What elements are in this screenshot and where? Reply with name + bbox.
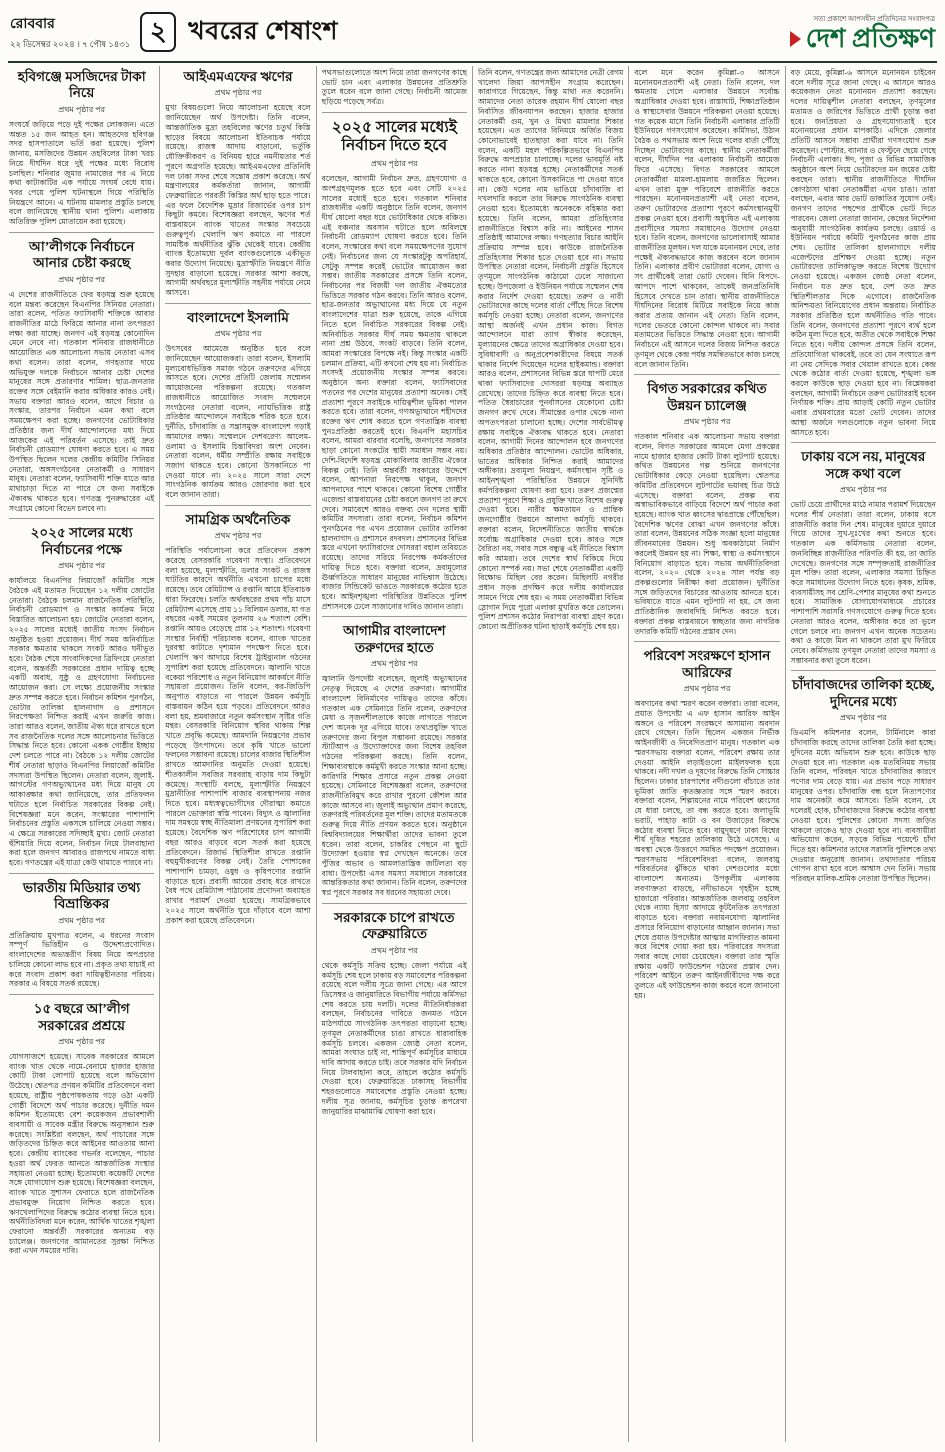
article <box>9 873 154 989</box>
article-body: জ্বালানি উপদেষ্টা বলেছেন, জুলাই অভ্যুত্থানের নেতৃত্ব দিয়েছে এ দেশের তরুণরা। আগামীর বাংলাদেশ বিনির্মাণের দায়িত্বও তাদের কাঁধে। গতকাল এক সেমিনারে তিনি বলেন, তরুণদের মেধা ও সৃজনশীলতাকে কাজে লাগাতে পারলে দেশ অনেক দূর এগিয়ে যাবে। তথ্যপ্রযুক্তি খাতে তরুণদের জন্য বিপুল সম্ভাবনা রয়েছে। সরকার স্টার্টআপ ও উদ্যোক্তাদের জন্য বিশেষ তহবিল গঠনের পরিকল্পনা করছে। তিনি বলেন, শিক্ষাব্যবস্থাকে কর্মমুখী করতে সংস্কার আনা হচ্ছে। কারিগরি শিক্ষার প্রসারে নতুন প্রকল্প নেওয়া হয়েছে। সেমিনারে বিশেষজ্ঞরা বলেন, তরুণদের রাজনীতিবিমুখ করে রাখার পুরনো কৌশল আর কাজে আসবে না। জুলাই অভ্যুত্থান প্রমাণ করেছে, তরুণরাই পরিবর্তনের মূল শক্তি। তাদের মতামতকে গুরুত্ব দিয়ে নীতি প্রণয়ন করতে হবে। অনুষ্ঠানে বিশ্ববিদ্যালয়ের শিক্ষার্থীরা তাদের ভাবনা তুলে ধরেন। তারা বলেন, চাকরির পেছনে না ছুটে উদ্যোক্তা হওয়ার স্বপ্ন দেখছেন অনেকে। তবে পুঁজির অভাব ও আমলাতান্ত্রিক জটিলতা বড় বাধা। উপদেষ্টা এসব সমস্যা সমাধানে সরকারের আন্তরিকতার কথা জানান। তিনি বলেন, তরুণদের স্বপ্ন পূরণে সরকার সব ধরনের সহায়তা দেবে। <box>321 674 467 898</box>
article-body: প্রতিক্রিয়ায় মুখপাত্র বলেন, এ ধরনের সংবাদ সম্পূর্ণ ভিত্তিহীন ও উদ্দেশ্যপ্রণোদিত। বাংলাদেশের অভ্যন্তরীণ বিষয় নিয়ে অপপ্রচার চালিয়ে কোনো লাভ হবে না। প্রকৃত তথ্য যাচাই না করে সংবাদ প্রকাশ করা দায়িত্বহীনতার পরিচয়। সরকার এ বিষয়ে সতর্ক রয়েছে। <box>9 930 155 989</box>
article-headline: পরিবেশ সংরক্ষণে হাসান আরিফের <box>643 648 771 680</box>
paper-logo-icon <box>790 31 801 47</box>
column-1 <box>8 66 160 1442</box>
weekday-label: রোববার <box>10 17 55 32</box>
article-body: সংঘর্ষে জড়িয়ে পড়ে দুই পক্ষের লোকজন। এতে অন্তত ১৫ জন আহত হন। আহতদের হবিগঞ্জ সদর হাসপাতালে ভর্তি করা হয়েছে। পুলিশ জানায়, মসজিদের উন্নয়ন তহবিলের টাকা খরচ নিয়ে দীর্ঘদিন ধরে দুই পক্ষের মধ্যে বিরোধ চলছিল। শনিবার জুমার নামাজের পর এ নিয়ে কথা কাটাকাটির এক পর্যায়ে সংঘর্ষ বেধে যায়। খবর পেয়ে পুলিশ ঘটনাস্থলে গিয়ে পরিস্থিতি নিয়ন্ত্রণে আনে। এ ঘটনায় মামলার প্রস্তুতি চলছে বলে জানিয়েছে স্থানীয় থানা পুলিশ। এলাকায় অতিরিক্ত পুলিশ মোতায়েন করা হয়েছে। <box>9 119 155 227</box>
column-4 <box>473 66 629 1442</box>
continued-from-label: প্রথম পৃষ্ঠার পর <box>839 713 887 723</box>
date-block <box>10 12 130 52</box>
column-2 <box>160 66 316 1442</box>
article-body: বলে মনে করেন কুমিল্লা-৩ আসনে মনোনয়নপ্রত্যাশী এই নেতা। তিনি বলেন, দল ক্ষমতায় গেলে এলাকার উন্নয়নে সর্বোচ্চ অগ্রাধিকার দেওয়া হবে। রাস্তাঘাট, শিক্ষাপ্রতিষ্ঠান ও স্বাস্থ্যসেবার উন্নয়নে পরিকল্পনা নেওয়া হয়েছে। গত কয়েক মাসে তিনি নির্বাচনী এলাকার প্রতিটি ইউনিয়নে গণসংযোগ করেছেন। কর্মিসভা, উঠান বৈঠক ও পথসভায় অংশ নিয়ে দলের বার্তা পৌঁছে দিচ্ছেন ভোটারদের কাছে। স্থানীয় নেতাকর্মীরা বলেন, দীর্ঘদিন পর এলাকায় নির্বাচনী আমেজ ফিরে এসেছে। বিগত সরকারের আমলে নেতাকর্মীরা মামলা-হামলায় জর্জরিত ছিলেন। এখন তারা মুক্ত পরিবেশে রাজনীতি করতে পারছেন। মনোনয়নপ্রত্যাশী এই নেতা বলেন, তরুণ ভোটারদের প্রত্যাশা পূরণে কর্মসংস্থানমুখী প্রকল্প নেওয়া হবে। প্রবাসী অধ্যুষিত এই এলাকায় প্রবাসীদের সমস্যা সমাধানেও উদ্যোগ নেওয়া হবে। তিনি বলেন, জনগণের ভালোবাসাই আমার রাজনীতির মূলধন। দল যাকে মনোনয়ন দেবে, তার পক্ষেই ঐক্যবদ্ধভাবে কাজ করবেন বলে জানান তিনি। এলাকার প্রবীণ ভোটাররা বলেন, যোগ্য ও সৎ প্রার্থীকেই তারা ভোট দেবেন। যিনি বিপদে-আপদে পাশে থাকবেন, তাকেই জনপ্রতিনিধি হিসেবে দেখতে চান তারা। স্থানীয় রাজনীতিতে দীর্ঘদিনের বিরোধ মিটিয়ে সবাইকে নিয়ে কাজ করার প্রত্যয় জানান এই নেতা। তিনি বলেন, দলের ভেতরে কোনো কোন্দল থাকবে না। সবার মতামতের ভিত্তিতে সিদ্ধান্ত নেওয়া হবে। আগামী নির্বাচনে এই আসনে দলের বিজয় নিশ্চিত করতে তৃণমূল থেকে কেন্দ্র পর্যন্ত সমন্বিতভাবে কাজ চলছে বলে জানান তিনি। <box>634 68 780 369</box>
article <box>322 616 467 897</box>
page-header <box>8 5 937 63</box>
continued-from-label: প্রথম পৃষ্ঠার পর <box>58 274 106 284</box>
continued-from-label: প্রথম পৃষ্ঠার পর <box>214 531 262 541</box>
article-body: উৎসবের আমেজে অনুষ্ঠিত হবে বলে জানিয়েছেন আয়োজকরা। তারা বলেন, ইসলামি মূল্যবোধভিত্তিক সমাজ গঠনে তরুণদের এগিয়ে আসতে হবে। দেশের প্রতিটি জেলায় সম্মেলন আয়োজনের পরিকল্পনা রয়েছে। গতকাল রাজধানীতে আয়োজিত সংবাদ সম্মেলনে সংগঠনের নেতারা বলেন, ন্যায়ভিত্তিক রাষ্ট্র প্রতিষ্ঠার আন্দোলনে সবাইকে শরিক হতে হবে। দুর্নীতি, চাঁদাবাজি ও সন্ত্রাসমুক্ত বাংলাদেশ গড়াই আমাদের লক্ষ্য। সম্মেলনে দেশবরেণ্য আলেম-ওলামা ও ইসলামি চিন্তাবিদরা অংশ নেবেন। নেতারা বলেন, ধর্মীয় সম্প্রীতি রক্ষায় সবাইকে সজাগ থাকতে হবে। কোনো উসকানিতে পা দেওয়া যাবে না। ২০২৫ সালে সারা দেশে সাংগঠনিক কার্যক্রম আরও জোরদার করা হবে বলে জানান তারা। <box>165 344 311 500</box>
article <box>322 66 467 107</box>
continued-from-label: প্রথম পৃষ্ঠার পর <box>58 104 106 114</box>
article <box>165 303 310 500</box>
article-body: ডিএমপি কমিশনার বলেন, টার্মিনালে কারা চাঁদাবাজি করছে তাদের তালিকা তৈরি করা হচ্ছে। দুদিনের মধ্যে অভিযান শুরু হবে। কাউকে ছাড় দেওয়া হবে না। গতকাল এক মতবিনিময় সভায় তিনি বলেন, পরিবহন খাতে চাঁদাবাজির কারণে পণ্যের দাম বেড়ে যায়। এর প্রভাব পড়ে সাধারণ মানুষের ওপর। চাঁদাবাজি বন্ধ হলে নিত্যপণ্যের দাম অনেকটা কমে আসবে। তিনি বলেন, যে দলেরই হোক, চাঁদাবাজদের বিরুদ্ধে কঠোর ব্যবস্থা নেওয়া হবে। পুলিশের কোনো সদস্য জড়িত থাকলে তাকেও ছাড় দেওয়া হবে না। ব্যবসায়ীরা অভিযোগ করেন, সড়কে বিভিন্ন পয়েন্টে চাঁদা দিতে হয়। কমিশনার তাদের সরাসরি পুলিশকে তথ্য দেওয়ার অনুরোধ জানান। তথ্যদাতার পরিচয় গোপন রাখা হবে বলে আশ্বাস দেন তিনি। সভায় পরিবহন মালিক-শ্রমিক নেতারা উপস্থিত ছিলেন। <box>790 728 936 884</box>
article <box>9 518 154 868</box>
article-body: এ দেশের রাজনীতিতে ফের ষড়যন্ত্র শুরু হয়েছে বলে মন্তব্য করেছেন বিএনপির সিনিয়র নেতারা। তারা বলেন, পতিত ফ্যাসিবাদী শক্তিকে আবার রাজনীতির মাঠে ফিরিয়ে আনার নানা তৎপরতা লক্ষ্য করা যাচ্ছে। জনগণ এই ষড়যন্ত্র কোনোদিন মেনে নেবে না। গতকাল শনিবার রাজধানীতে আয়োজিত এক আলোচনা সভায় নেতারা এসব কথা বলেন। তারা বলেন, গণহত্যার দায়ে অভিযুক্ত দলকে নির্বাচনে আনার চেষ্টা দেশের মানুষের সঙ্গে প্রতারণার শামিল। ছাত্র-জনতার রক্তের সঙ্গে বেইমানি করার অধিকার কারও নেই। সভায় বক্তারা আরও বলেন, আগে বিচার ও সংস্কার, তারপর নির্বাচন এমন কথা বলে সময়ক্ষেপণ করা হচ্ছে। জনগণের ভোটাধিকার প্রতিষ্ঠার জন্য দীর্ঘ আন্দোলনের মধ্য দিয়ে আজকের এই পরিবর্তন এসেছে। তাই দ্রুত নির্বাচনী রোডম্যাপ ঘোষণা করতে হবে। এ সময় উপস্থিত ছিলেন দলের কেন্দ্রীয় কমিটির সিনিয়র নেতারা, অঙ্গসংগঠনের নেতাকর্মী ও সাধারণ মানুষ। নেতারা বলেন, ফ্যাসিবাদী শক্তি যাতে আর মাথাচাড়া দিতে না পারে সে জন্য সবাইকে ঐক্যবদ্ধ থাকতে হবে। গণতন্ত্র পুনরুদ্ধারের এই সংগ্রামে কোনো বিভেদ চলবে না। <box>9 289 155 513</box>
continued-from-label: প্রথম পৃষ্ঠার পর <box>683 417 731 427</box>
article-body: ভোট চেয়ে প্রার্থীদের মাঠে নামার পরামর্শ দিয়েছেন দলের শীর্ষ নেতারা। তারা বলেন, ঢাকায় বসে রাজনীতি করার দিন শেষ। মানুষের দুয়ারে দুয়ারে গিয়ে তাদের সুখ-দুঃখের কথা শুনতে হবে। গতকাল এক কর্মিসভায় নেতারা বলেন, জনবিচ্ছিন্ন রাজনীতির পরিণতি কী হয়, তা জাতি দেখেছে। জনগণের সঙ্গে সম্পৃক্ততাই রাজনীতির মূল শক্তি। তারা বলেন, এলাকার সমস্যা চিহ্নিত করে সমাধানের উদ্যোগ নিতে হবে। কৃষক, শ্রমিক, ব্যবসায়ীসহ সব শ্রেণি-পেশার মানুষের কথা শুনতে হবে। সামাজিক যোগাযোগমাধ্যমে প্রচারের পাশাপাশি সরাসরি গণসংযোগে গুরুত্ব দিতে হবে। নেতারা আরও বলেন, অঙ্গীকার করে তা ভুলে গেলে চলবে না। জনগণ এখন অনেক সচেতন। কথা ও কাজে মিল না থাকলে তারা মুখ ফিরিয়ে নেবে। কর্মিসভায় তৃণমূল নেতারা তাদের সমস্যা ও সম্ভাবনার কথা তুলে ধরেন। <box>790 500 936 665</box>
continued-from-label: প্রথম পৃষ্ঠার পর <box>58 915 106 925</box>
continued-from-label: প্রথম পৃষ্ঠার পর <box>214 88 262 98</box>
article-headline: বিগত সরকারের কথিত উন্নয়ন চ্যালেঞ্জ <box>647 381 767 413</box>
article <box>791 442 936 665</box>
article-headline: ২০২৫ সালের মধ্যে নির্বাচনের পক্ষে <box>30 525 133 557</box>
article <box>9 994 154 1256</box>
article-body: গতকাল শনিবার এক আলোচনা সভায় বক্তারা বলেন, বিগত সরকারের আমলে মেগা প্রকল্পের নামে হাজার হাজার কোটি টাকা লুটপাট হয়েছে। কথিত উন্নয়নের গল্প শুনিয়ে জনগণের ভোটাধিকার কেড়ে নেওয়া হয়েছিল। শ্বেতপত্র কমিটির প্রতিবেদনে লুটপাটের ভয়াবহ চিত্র উঠে এসেছে। বক্তারা বলেন, প্রকল্প ব্যয় অস্বাভাবিকভাবে বাড়িয়ে বিদেশে অর্থ পাচার করা হয়েছে। ব্যাংক খাত ধ্বংসের দ্বারপ্রান্তে পৌঁছেছিল। বৈদেশিক ঋণের বোঝা এখন জনগণের কাঁধে। তারা বলেন, উন্নয়নের সঠিক সংজ্ঞা হলো মানুষের জীবনমানের উন্নয়ন। শুধু অবকাঠামো নির্মাণ করলেই উন্নয়ন হয় না। শিক্ষা, স্বাস্থ্য ও কর্মসংস্থানে বিনিয়োগ বাড়াতে হবে। সভায় অর্থনীতিবিদরা বলেন, ২০২০ থেকে ২০২৪ সাল পর্যন্ত বড় প্রকল্পগুলোর নিরীক্ষা করা প্রয়োজন। দুর্নীতির সঙ্গে জড়িতদের বিচারের আওতায় আনতে হবে। ভবিষ্যতে যাতে এমন লুটপাট না হয়, সে জন্য প্রাতিষ্ঠানিক জবাবদিহি নিশ্চিত করতে হবে। বক্তারা প্রকল্প বাস্তবায়নে স্বচ্ছতার জন্য নাগরিক তদারকি কমিটি গঠনের প্রস্তাব দেন। <box>634 432 780 636</box>
article <box>634 641 779 1000</box>
article-body: যোগসাজশে হয়েছে। সাবেক সরকারের আমলে ব্যাংক খাত থেকে নামে-বেনামে হাজার হাজার কোটি টাকা লোপাট হয়েছে বলে অভিযোগ উঠেছে। শ্বেতপত্র প্রণয়ন কমিটির প্রতিবেদনে বলা হয়েছে, রাষ্ট্রীয় পৃষ্ঠপোষকতায় গড়ে ওঠা একটি গোষ্ঠী বিদেশে অর্থ পাচার করেছে। দুর্নীতি দমন কমিশন ইতোমধ্যে বেশ কয়েকজন প্রভাবশালী ব্যবসায়ী ও সাবেক মন্ত্রীর বিরুদ্ধে অনুসন্ধান শুরু করেছে। সংশ্লিষ্টরা বলছেন, অর্থ পাচারের সঙ্গে জড়িতদের চিহ্নিত করে আইনের আওতায় আনা হবে। কেন্দ্রীয় ব্যাংকের গভর্নর বলেছেন, পাচার হওয়া অর্থ ফেরত আনতে আন্তর্জাতিক সংস্থার সহায়তা নেওয়া হচ্ছে। ইতোমধ্যে কয়েকটি দেশের সঙ্গে যোগাযোগ শুরু হয়েছে। বিশেষজ্ঞরা বলছেন, ব্যাংক খাতে সুশাসন ফেরাতে হলে রাজনৈতিক প্রভাবমুক্ত নিয়োগ নিশ্চিত করতে হবে। ঋণখেলাপিদের বিরুদ্ধে কঠোর ব্যবস্থা নিতে হবে। অর্থনীতিবিদরা মনে করেন, আর্থিক খাতের শৃঙ্খলা ফেরানো অন্তর্বর্তী সরকারের অন্যতম বড় চ্যালেঞ্জ। জনগণের আমানতের সুরক্ষা নিশ্চিত করা এখন সময়ের দাবি। <box>9 1052 155 1256</box>
article-headline: বাংলাদেশে ইসলামি <box>187 309 289 325</box>
article-headline: চাঁদাবাজদের তালিকা হচ্ছে, দুদিনের মধ্যে <box>792 677 935 709</box>
article <box>322 112 467 612</box>
article <box>165 66 310 298</box>
article <box>791 66 936 437</box>
article-headline: সরকারকে চাপে রাখতে ফেব্রুয়ারিতে <box>334 909 455 942</box>
continued-from-label: প্রথম পৃষ্ঠার পর <box>58 561 106 571</box>
section-title: খবরের শেষাংশ <box>188 17 338 45</box>
article-headline: হবিগঞ্জে মসজিদের টাকা নিয়ে <box>17 69 146 101</box>
article-body: তিনি বলেন, গণতন্ত্রের জন্য আমাদের নেত্রী বেগম খালেদা জিয়া আপসহীন সংগ্রাম করেছেন। কারাগারে গিয়েছেন, কিন্তু মাথা নত করেননি। আমাদের নেতা তারেক রহমান দীর্ঘ ষোলো বছর নির্বাসিত জীবনযাপন করছেন। হাজার হাজার নেতাকর্মী গুম, খুন ও মিথ্যা মামলার শিকার হয়েছেন। এত ত্যাগের বিনিময়ে অর্জিত বিজয় কোনোভাবেই হাতছাড়া করা যাবে না। তিনি বলেন, একটি মহল পরিকল্পিতভাবে বিএনপির বিরুদ্ধে অপপ্রচার চালাচ্ছে। দলের ভাবমূর্তি নষ্ট করতে নানা ষড়যন্ত্র হচ্ছে। নেতাকর্মীদের সতর্ক থাকতে হবে, কোনো উসকানিতে পা দেওয়া যাবে না। কেউ দলের নাম ভাঙিয়ে চাঁদাবাজি বা দখলদারি করলে তার বিরুদ্ধে সাংগঠনিক ব্যবস্থা নেওয়া হবে। ইতোমধ্যে অনেককে বহিষ্কার করা হয়েছে। তিনি বলেন, আমরা প্রতিহিংসার রাজনীতিতে বিশ্বাস করি না। আইনের শাসন প্রতিষ্ঠাই আমাদের লক্ষ্য। গণহত্যার বিচার আইনি প্রক্রিয়ায় সম্পন্ন হবে। কাউকে রাজনৈতিক প্রতিহিংসার শিকার হতে দেওয়া হবে না। সভায় উপস্থিত নেতারা বলেন, নির্বাচনী প্রস্তুতি হিসেবে তৃণমূলে সাংগঠনিক কাঠামো ঢেলে সাজানো হচ্ছে। উপজেলা ও ইউনিয়ন পর্যায়ে সম্মেলন শেষ করার নির্দেশ দেওয়া হয়েছে। তরুণ ও নারী ভোটারদের কাছে দলের বার্তা পৌঁছে দিতে বিশেষ কর্মসূচি নেওয়া হচ্ছে। নেতারা বলেন, জনগণের আস্থা অর্জনই এখন প্রধান কাজ। বিগত আন্দোলনে যারা ত্যাগ স্বীকার করেছেন, মূল্যায়নের ক্ষেত্রে তাদের অগ্রাধিকার দেওয়া হবে। সুবিধাবাদী ও অনুপ্রবেশকারীদের বিষয়ে সতর্ক থাকার নির্দেশ দিয়েছেন দলের হাইকমান্ড। বক্তারা আরও বলেন, প্রশাসনের বিভিন্ন স্তরে ঘাপটি মেরে থাকা ফ্যাসিবাদের দোসররা ষড়যন্ত্র অব্যাহত রেখেছে। তাদের চিহ্নিত করে ব্যবস্থা নিতে হবে। পতিত স্বৈরাচারের পুনর্বাসনের যেকোনো চেষ্টা জনগণ রুখে দেবে। সীমান্তের ওপার থেকে নানা অপতৎপরতা চালানো হচ্ছে। দেশের সার্বভৌমত্ব রক্ষায় সবাইকে ঐক্যবদ্ধ থাকতে হবে। নেতারা বলেন, আগামী দিনের আন্দোলন হবে জনগণের অধিকার প্রতিষ্ঠার আন্দোলন। ভোটের অধিকার, ভাতের অধিকার নিশ্চিত করাই আমাদের অঙ্গীকার। দ্রব্যমূল্য নিয়ন্ত্রণ, কর্মসংস্থান সৃষ্টি ও আইনশৃঙ্খলা পরিস্থিতির উন্নয়নে সুনির্দিষ্ট কর্মপরিকল্পনা ঘোষণা করা হবে। তরুণ প্রজন্মের প্রত্যাশা পূরণে শিক্ষা ও প্রযুক্তি খাতে বিশেষ গুরুত্ব দেওয়া হবে। নারীর ক্ষমতায়ন ও প্রান্তিক জনগোষ্ঠীর উন্নয়নে আলাদা কর্মসূচি থাকবে। বক্তারা বলেন, বিদেশনীতিতে জাতীয় স্বার্থকে সর্বোচ্চ অগ্রাধিকার দেওয়া হবে। কারও সঙ্গে বৈরিতা নয়, সবার সঙ্গে বন্ধুত্ব এই নীতিতে বিশ্বাস করি আমরা। তবে দেশের স্বার্থ বিকিয়ে দিয়ে কোনো সম্পর্ক নয়। সভা শেষে নেতাকর্মীরা একটি বিক্ষোভ মিছিল বের করেন। মিছিলটি নগরীর প্রধান সড়ক প্রদক্ষিণ করে দলীয় কার্যালয়ের সামনে গিয়ে শেষ হয়। এ সময় নেতাকর্মীরা বিভিন্ন স্লোগান দিয়ে পুরো এলাকা মুখরিত করে তোলেন। পুলিশ প্রশাসন কঠোর নিরাপত্তা ব্যবস্থা গ্রহণ করে। কোনো অপ্রীতিকর ঘটনা ছাড়াই কর্মসূচি শেষ হয়। <box>477 68 624 631</box>
article-headline: ১৫ বছরে আ’লীগ সরকারের প্রশ্রয়ে <box>33 1001 130 1033</box>
article-headline: সামগ্রিক অর্থনৈতিক <box>185 511 291 527</box>
paper-tagline: সত্য প্রকাশে আপসহীন প্রতিদিনের সংবাদপত্র <box>813 14 935 23</box>
article <box>9 232 154 513</box>
continued-from-label: প্রথম পৃষ্ঠার পর <box>214 329 262 339</box>
paper-name: দেশ প্রতিক্ষণ <box>805 23 935 53</box>
article <box>634 374 779 636</box>
continued-from-label: প্রথম পৃষ্ঠার পর <box>58 1037 106 1046</box>
column-5 <box>629 66 785 1442</box>
page-number-box <box>140 12 176 52</box>
article <box>634 66 779 369</box>
article <box>322 903 467 1116</box>
article-headline: আ’লীগকে নির্বাচনে আনার চেষ্টা করছে <box>28 238 135 271</box>
article-headline: আগামীর বাংলাদেশ তরুণদের হাতে <box>343 623 446 655</box>
article-body: পথসভাগুলোতে অংশ নিয়ে তারা জনগণের কাছে ভোট চান এবং এলাকার উন্নয়নের প্রতিশ্রুতি তুলে ধরেন বলে জানা গেছে। নির্বাচনী আমেজ ছড়িয়ে পড়েছে সর্বত্র। <box>321 68 467 107</box>
article-headline: ২০২৫ সালের মধ্যেই নির্বাচন দিতে হবে <box>331 118 457 155</box>
continued-from-label: প্রথম পৃষ্ঠার পর <box>370 159 418 169</box>
column-6 <box>786 66 937 1442</box>
article-body: বড় মেয়ে, কুমিল্লা-৬ আসনে মনোনয়ন চাইবেন বলে দলীয় সূত্রে জানা গেছে। এ আসনে আরও কয়েকজন নেতা মনোনয়ন প্রত্যাশা করছেন। দলের দায়িত্বশীল নেতারা বলছেন, তৃণমূলের মতামত ও জরিপের ভিত্তিতে প্রার্থী চূড়ান্ত করা হবে। জনপ্রিয়তা ও গ্রহণযোগ্যতাই হবে মনোনয়নের প্রধান মাপকাঠি। এদিকে জেলার প্রতিটি আসনে সম্ভাব্য প্রার্থীরা গণসংযোগ শুরু করেছেন। পোস্টার, ব্যানার ও ফেস্টুনে ছেয়ে গেছে নির্বাচনী এলাকা। ঈদ, পূজা ও বিভিন্ন সামাজিক অনুষ্ঠানে অংশ নিয়ে ভোটারদের মন জয়ের চেষ্টা করছেন তারা। স্থানীয় রাজনীতিতে দীর্ঘদিন কোণঠাসা থাকা নেতাকর্মীরা এখন চাঙা। তারা বলছেন, এবার আর ভোট ডাকাতির সুযোগ নেই। জনগণ তাদের পছন্দের প্রার্থীকে ভোট দিতে পারবেন। জেলা নেতারা জানান, কেন্দ্রের নির্দেশনা অনুযায়ী সাংগঠনিক কার্যক্রম চলছে। ওয়ার্ড ও ইউনিয়ন পর্যায়ে কমিটি পুনর্গঠনের কাজ প্রায় শেষ। ভোটার তালিকা হালনাগাদে দলীয় এজেন্টদের প্রশিক্ষণ দেওয়া হচ্ছে। নতুন ভোটারদের তালিকাভুক্ত করতে বিশেষ উদ্যোগ নেওয়া হয়েছে। একজন জ্যেষ্ঠ নেতা বলেন, নির্বাচন যত দ্রুত হবে, দেশ তত দ্রুত স্থিতিশীলতার দিকে এগোবে। রাজনৈতিক অনিশ্চয়তা বিনিয়োগের প্রধান অন্তরায়। নির্বাচিত সরকার প্রতিষ্ঠিত হলে অর্থনীতিও গতি পাবে। তিনি বলেন, জনগণের প্রত্যাশা পূরণে ব্যর্থ হলে কঠিন মূল্য দিতে হবে, অতীত থেকে সবাইকে শিক্ষা নিতে হবে। দলীয় কোন্দল প্রসঙ্গে তিনি বলেন, প্রতিযোগিতা থাকবেই, তবে তা যেন সংঘাতে রূপ না নেয় সেদিকে সবার খেয়াল রাখতে হবে। কেন্দ্র থেকে কঠোর বার্তা দেওয়া হয়েছে, শৃঙ্খলা ভঙ্গ করলে কাউকে ছাড় দেওয়া হবে না। বিশ্লেষকরা বলছেন, আগামী নির্বাচনে তরুণ ভোটাররাই হবেন নির্ণায়ক শক্তি। প্রায় আড়াই কোটি নতুন ভোটার এবার প্রথমবারের মতো ভোট দেবেন। তাদের আস্থা অর্জনে দলগুলোকে নতুন ভাবনা নিয়ে আসতে হবে। <box>790 68 936 437</box>
article <box>478 66 623 632</box>
paper-logo <box>790 13 935 52</box>
article-body: অবদানের কথা স্মরণ করেন বক্তারা। তারা বলেন, প্রয়াত উপদেষ্টা এ এফ হাসান আরিফ আইন অঙ্গনে ও পরিবেশ সংরক্ষণে অসামান্য অবদান রেখে গেছেন। তিনি ছিলেন একজন নির্ভীক আইনজীবী ও নিবেদিতপ্রাণ মানুষ। গতকাল এক স্মরণসভায় বক্তারা বলেন, পরিবেশ রক্ষায় তার দেওয়া আইনি লড়াইগুলো মাইলফলক হয়ে থাকবে। নদী দখল ও দূষণের বিরুদ্ধে তিনি সোচ্চার ছিলেন। ঢাকার চারপাশের নদীগুলো বাঁচাতে তার ভূমিকা জাতি কৃতজ্ঞতার সঙ্গে স্মরণ করবে। বক্তারা বলেন, শিল্পায়নের নামে পরিবেশ ধ্বংসের যে ধারা চলছে, তা বন্ধ করতে হবে। জলাভূমি ভরাট, পাহাড় কাটা ও বন উজাড়ের বিরুদ্ধে কঠোর ব্যবস্থা নিতে হবে। বায়ুদূষণে ঢাকা বিশ্বের শীর্ষ দূষিত শহরের তালিকায় উঠে এসেছে। এ অবস্থা থেকে উত্তরণে সমন্বিত পদক্ষেপ প্রয়োজন। স্মরণসভায় পরিবেশবিদরা বলেন, জলবায়ু পরিবর্তনের ঝুঁকিতে থাকা দেশগুলোর মধ্যে বাংলাদেশ অন্যতম। উপকূলীয় এলাকায় লবণাক্ততা বাড়ছে, নদীভাঙনে গৃহহীন হচ্ছে হাজারো পরিবার। আন্তর্জাতিক জলবায়ু তহবিল থেকে ন্যায্য হিস্যা আদায়ে কূটনৈতিক তৎপরতা বাড়াতে হবে। বক্তারা নবায়নযোগ্য জ্বালানির প্রসারে বিনিয়োগ বাড়ানোর আহ্বান জানান। সভা শেষে প্রয়াত উপদেষ্টার আত্মার মাগফিরাত কামনা করে বিশেষ দোয়া করা হয়। পরিবারের সদস্যরা সবার কাছে দোয়া চেয়েছেন। বক্তারা তার স্মৃতি রক্ষায় একটি ফাউন্ডেশন গঠনের প্রস্তাব দেন। পরিবেশ আইনে তরুণ আইনজীবীদের দক্ষ করে তুলতে এই ফাউন্ডেশন কাজ করবে বলে জানানো হয়। <box>634 699 780 1000</box>
article <box>9 66 154 227</box>
article-headline: ভারতীয় মিডিয়ার তথ্য বিভ্রান্তিকর <box>22 879 141 912</box>
continued-from-label: প্রথম পৃষ্ঠার পর <box>683 684 731 694</box>
article-body: বলেছেন, আগামী নির্বাচন দ্রুত, গ্রহণযোগ্য ও অংশগ্রহণমূলক হতে হবে এবং সেটি ২০২৫ সালের মধ্যেই হতে হবে। গতকাল শনিবার রাজধানীর একটি অনুষ্ঠানে তিনি বলেন, জনগণ দীর্ঘ ষোলো বছর ধরে ভোটাধিকার থেকে বঞ্চিত। এই বঞ্চনার অবসান ঘটাতে হলে অবিলম্বে নির্বাচনী রোডম্যাপ ঘোষণা করতে হবে। তিনি বলেন, সংস্কারের কথা বলে সময়ক্ষেপণের সুযোগ নেই। নির্বাচনের জন্য যে সংস্কারটুকু অপরিহার্য, সেটুকু সম্পন্ন করেই ভোটের আয়োজন করা সম্ভব। জাতীয় সরকারের প্রসঙ্গে তিনি বলেন, নির্বাচনের পর বিজয়ী দল জাতীয় ঐকমত্যের ভিত্তিতে সরকার গঠন করবে। তিনি আরও বলেন, ছাত্র-জনতার অভ্যুত্থানের মধ্য দিয়ে যে নতুন বাংলাদেশের যাত্রা শুরু হয়েছে, তাকে এগিয়ে নিতে হলে নির্বাচিত সরকারের বিকল্প নেই। অনির্বাচিত সরকার দীর্ঘ সময় ক্ষমতায় থাকলে নানা প্রশ্ন উঠবে, সংকট বাড়বে। তিনি বলেন, আমরা সংস্কারের বিপক্ষে নই। কিন্তু সংস্কার একটি চলমান প্রক্রিয়া, এটি কখনো শেষ হয় না। নির্বাচিত সংসদই প্রয়োজনীয় সংস্কার সম্পন্ন করবে। অনুষ্ঠানে অন্য বক্তারা বলেন, ফ্যাসিবাদের পতনের পর দেশের মানুষের প্রত্যাশা অনেক। সেই প্রত্যাশা পূরণে সবাইকে দায়িত্বশীল ভূমিকা পালন করতে হবে। তারা বলেন, গণঅভ্যুত্থানে শহীদদের রক্তের ঋণ শোধ করতে হলে গণতান্ত্রিক ব্যবস্থা পুনঃপ্রতিষ্ঠা করতেই হবে। বিএনপি মহাসচিব বলেন, আমরা বারবার বলেছি, জনগণের সরকার ছাড়া কোনো সংকটের স্থায়ী সমাধান সম্ভব নয়। দেশি-বিদেশি ষড়যন্ত্র মোকাবিলায় জাতীয় ঐক্যের বিকল্প নেই। তিনি অন্তর্বর্তী সরকারের উদ্দেশে বলেন, আপনারা নিরপেক্ষ থাকুন, জনগণ আপনাদের পাশে থাকবে। কোনো বিশেষ গোষ্ঠীর এজেন্ডা বাস্তবায়নের চেষ্টা করলে জনগণ তা রুখে দেবে। সমাবেশে আরও বক্তব্য দেন দলের স্থায়ী কমিটির সদস্যরা। তারা বলেন, নির্বাচন কমিশন পুনর্গঠনের পর এখন প্রয়োজন ভোটার তালিকা হালনাগাদ ও প্রশাসনে রদবদল। প্রশাসনের বিভিন্ন স্তরে এখনো ফ্যাসিবাদের দোসররা বহাল তবিয়তে রয়েছে। তাদের সরিয়ে নিরপেক্ষ কর্মকর্তাদের দায়িত্ব দিতে হবে। বক্তারা বলেন, দ্রব্যমূল্যের ঊর্ধ্বগতিতে সাধারণ মানুষের নাভিশ্বাস উঠেছে। বাজার সিন্ডিকেট ভাঙতে সরকারকে কঠোর হতে হবে। আইনশৃঙ্খলা পরিস্থিতির উন্নতিতে পুলিশ প্রশাসনকে ঢেলে সাজানোর দাবিও জানান তারা। <box>321 174 467 611</box>
column-3 <box>317 66 473 1442</box>
article-body: থেকে কর্মসূচি সক্রিয় হচ্ছে। জেলা পর্যায়ে এই কর্মসূচি শেষ হলে ঢাকায় বড় সমাবেশের পরিকল্পনা রয়েছে বলে দলীয় সূত্রে জানা গেছে। এর আগে ডিসেম্বর ও জানুয়ারিতে বিভাগীয় পর্যায়ে কর্মিসভা শেষ করতে চায় দলটি। দলের নীতিনির্ধারকরা বলছেন, নির্বাচনের দাবিতে জনমত গঠনে মাঠপর্যায়ে সাংগঠনিক তৎপরতা বাড়ানো হচ্ছে। তৃণমূল নেতাকর্মীদের চাঙা রাখতে ধারাবাহিক কর্মসূচি চলবে। একজন জ্যেষ্ঠ নেতা বলেন, আমরা সংঘাত চাই না, শান্তিপূর্ণ কর্মসূচির মাধ্যমে দাবি আদায় করতে চাই। তবে সরকার যদি নির্বাচন নিয়ে টালবাহানা করে, তাহলে কঠোর কর্মসূচি দেওয়া হবে। ফেব্রুয়ারিতে ঢাকাসহ বিভাগীয় শহরগুলোতে সমাবেশের প্রস্তুতি নেওয়া হচ্ছে। দলীয় সূত্র জানায়, কর্মসূচির চূড়ান্ত রূপরেখা জানুয়ারির মাঝামাঝি ঘোষণা করা হবে। <box>321 960 467 1116</box>
article <box>165 505 310 926</box>
page-number: ২ <box>149 17 167 46</box>
columns <box>8 66 937 1442</box>
article-headline: আইএমএফের ঋণের <box>183 69 293 84</box>
article-body: মুখ্য বিষয়গুলো নিয়ে আলোচনা হয়েছে বলে জানিয়েছেন অর্থ উপদেষ্টা। তিনি বলেন, আন্তর্জাতিক মুদ্রা তহবিলের ঋণের চতুর্থ কিস্তি ছাড়ের বিষয়ে আলোচনা ইতিবাচক পর্যায়ে রয়েছে। রাজস্ব আদায় বাড়ানো, ভর্তুকি যৌক্তিকীকরণ ও বিনিময় হারে নমনীয়তার শর্ত পূরণে অগ্রগতি হয়েছে। আইএমএফের প্রতিনিধি দল ঢাকা সফর শেষে সন্তোষ প্রকাশ করেছে। অর্থ মন্ত্রণালয়ের কর্মকর্তারা জানান, আগামী ফেব্রুয়ারিতে পরবর্তী কিস্তির অর্থ ছাড় হতে পারে। এর ফলে বৈদেশিক মুদ্রার রিজার্ভের ওপর চাপ কিছুটা কমবে। বিশেষজ্ঞরা বলছেন, ঋণের শর্ত বাস্তবায়নে ব্যাংক খাতের সংস্কার সবচেয়ে গুরুত্বপূর্ণ। খেলাপি ঋণ কমাতে না পারলে সামষ্টিক অর্থনীতির ঝুঁকি থেকেই যাবে। কেন্দ্রীয় ব্যাংক ইতোমধ্যে দুর্বল ব্যাংকগুলোকে একীভূত করার উদ্যোগ নিয়েছে। মুদ্রাস্ফীতি নিয়ন্ত্রণে নীতি সুদহার বাড়ানো হয়েছে। সরকার আশা করছে, আগামী অর্থবছরে মূল্যস্ফীতি সহনীয় পর্যায়ে নেমে আসবে। <box>165 103 311 298</box>
continued-from-label: প্রথম পৃষ্ঠার পর <box>370 945 418 955</box>
date-label: ২২ ডিসেম্বর ২০২৪ । ৭ পৌষ ১৪৩১ <box>10 39 131 49</box>
article-body: পরিস্থিতি পর্যালোচনা করে প্রতিবেদন প্রকাশ করেছে বেসরকারি গবেষণা সংস্থা। প্রতিবেদনে বলা হয়েছে, মূল্যস্ফীতি, ডলার সংকট ও রাজস্ব ঘাটতির কারণে অর্থনীতি এখনো চাপের মধ্যে রয়েছে। তবে রেমিট্যান্স ও রপ্তানি আয়ে ইতিবাচক ধারা ফিরেছে। চলতি অর্থবছরের প্রথম পাঁচ মাসে রেমিট্যান্স এসেছে প্রায় ১১ বিলিয়ন ডলার, যা গত বছরের একই সময়ের তুলনায় ২৬ শতাংশ বেশি। রপ্তানি আয়ও বেড়েছে প্রায় ১২ শতাংশ। গবেষণা সংস্থার নির্বাহী পরিচালক বলেন, ব্যাংক খাতের দুরবস্থা কাটাতে দৃশ্যমান পদক্ষেপ নিতে হবে। খেলাপি ঋণ আদায়ে বিশেষ ট্রাইব্যুনাল গঠনের সুপারিশ করা হয়েছে প্রতিবেদনে। জ্বালানি খাতে বকেয়া পরিশোধ ও নতুন বিনিয়োগ আকর্ষণে নীতি সহায়তা প্রয়োজন। তিনি বলেন, কর-জিডিপি অনুপাত বাড়াতে না পারলে উন্নয়ন কর্মসূচি বাস্তবায়ন কঠিন হয়ে পড়বে। প্রতিবেদনে আরও বলা হয়, শ্রমবাজারে নতুন কর্মসংস্থান সৃষ্টির গতি মন্থর। বেসরকারি বিনিয়োগ স্থবির থাকায় শিল্প খাতে প্রবৃদ্ধি কমেছে। আমদানি নিয়ন্ত্রণের প্রভাব পড়েছে উৎপাদনে। তবে কৃষি খাতে ভালো ফলনের সম্ভাবনা রয়েছে। চালের বাজার স্থিতিশীল রাখতে আমদানির অনুমতি দেওয়া হয়েছে। শীতকালীন সবজির সরবরাহ বাড়ায় দাম কিছুটা কমেছে। সংস্থাটি বলছে, মূল্যস্ফীতি নিয়ন্ত্রণে মুদ্রানীতির পাশাপাশি বাজার ব্যবস্থাপনায় নজর দিতে হবে। মধ্যস্বত্বভোগীদের দৌরাত্ম্য কমাতে পারলে ভোক্তারা স্বস্তি পাবেন। বিদ্যুৎ ও জ্বালানির দাম সমন্বয়ে স্বচ্ছ নীতিমালা প্রণয়নের সুপারিশ করা হয়েছে। বৈদেশিক ঋণ পরিশোধের চাপ আগামী বছর আরও বাড়বে বলে সতর্ক করা হয়েছে প্রতিবেদনে। রিজার্ভ স্থিতিশীল রাখতে রপ্তানি বহুমুখীকরণের বিকল্প নেই। তৈরি পোশাকের পাশাপাশি চামড়া, ওষুধ ও কৃষিপণ্যের রপ্তানি বাড়াতে হবে। প্রবাসী আয়ের প্রবাহ ধরে রাখতে বৈধ পথে রেমিট্যান্স পাঠানোয় প্রণোদনা অব্যাহত রাখার পরামর্শ দেওয়া হয়েছে। সামগ্রিকভাবে ২০২৫ সালে অর্থনীতি ঘুরে দাঁড়াবে বলে আশা প্রকাশ করা হয়েছে প্রতিবেদনে। <box>165 546 311 925</box>
article-headline: ঢাকায় বসে নয়, মানুষের সঙ্গে কথা বলে <box>801 449 926 481</box>
article <box>791 670 936 883</box>
continued-from-label: প্রথম পৃষ্ঠার পর <box>839 485 887 495</box>
article-body: কার্যালয়ে বিএনপির লিয়াজোঁ কমিটির সঙ্গে বৈঠকে এই মতামত দিয়েছেন ১২ দলীয় জোটের নেতারা। বৈঠকে চলমান রাজনৈতিক পরিস্থিতি, নির্বাচনী রোডম্যাপ ও সংস্কার কার্যক্রম নিয়ে বিস্তারিত আলোচনা হয়। জোটের নেতারা বলেন, ২০২৫ সালের মধ্যেই জাতীয় সংসদ নির্বাচন অনুষ্ঠিত হওয়া প্রয়োজন। দীর্ঘ সময় অনির্বাচিত সরকার ক্ষমতায় থাকলে সংকট আরও ঘনীভূত হবে। বৈঠক শেষে সাংবাদিকদের ব্রিফিংয়ে নেতারা বলেন, অন্তর্বর্তী সরকারের প্রধান দায়িত্ব হচ্ছে একটি অবাধ, সুষ্ঠু ও গ্রহণযোগ্য নির্বাচনের আয়োজন করা। সে লক্ষ্যে প্রয়োজনীয় সংস্কার দ্রুত সম্পন্ন করতে হবে। নির্বাচন কমিশন পুনর্গঠন, ভোটার তালিকা হালনাগাদ ও প্রশাসনে নিরপেক্ষতা নিশ্চিত করাই এখন জরুরি কাজ। তারা আরও বলেন, জাতীয় ঐক্য ধরে রাখতে হলে সব রাজনৈতিক দলের সঙ্গে আলোচনার ভিত্তিতে সিদ্ধান্ত নিতে হবে। কোনো একক গোষ্ঠীর ইচ্ছায় দেশ চলতে পারে না। বৈঠকে ১২ দলীয় জোটের শীর্ষ নেতারা ছাড়াও বিএনপির লিয়াজোঁ কমিটির সদস্যরা উপস্থিত ছিলেন। নেতারা বলেন, জুলাই-আগস্টের গণঅভ্যুত্থানের মধ্য দিয়ে মানুষ যে আকাঙ্ক্ষার কথা জানিয়েছে, তার প্রতিফলন ঘটাতে হলে নির্বাচিত সরকারের বিকল্প নেই। বিশেষজ্ঞরা মনে করেন, সংস্কারের পাশাপাশি নির্বাচনের প্রস্তুতি একসঙ্গে চালিয়ে নেওয়া সম্ভব। এ ক্ষেত্রে সরকারের সদিচ্ছাই মুখ্য। জোট নেতারা হুঁশিয়ারি দিয়ে বলেন, নির্বাচন নিয়ে টালবাহানা করা হলে জনগণ আবারও রাজপথে নামতে বাধ্য হবে। গণতন্ত্রের এই যাত্রা কেউ থামাতে পারবে না। <box>9 576 155 868</box>
continued-from-label: প্রথম পৃষ্ঠার পর <box>370 659 418 669</box>
